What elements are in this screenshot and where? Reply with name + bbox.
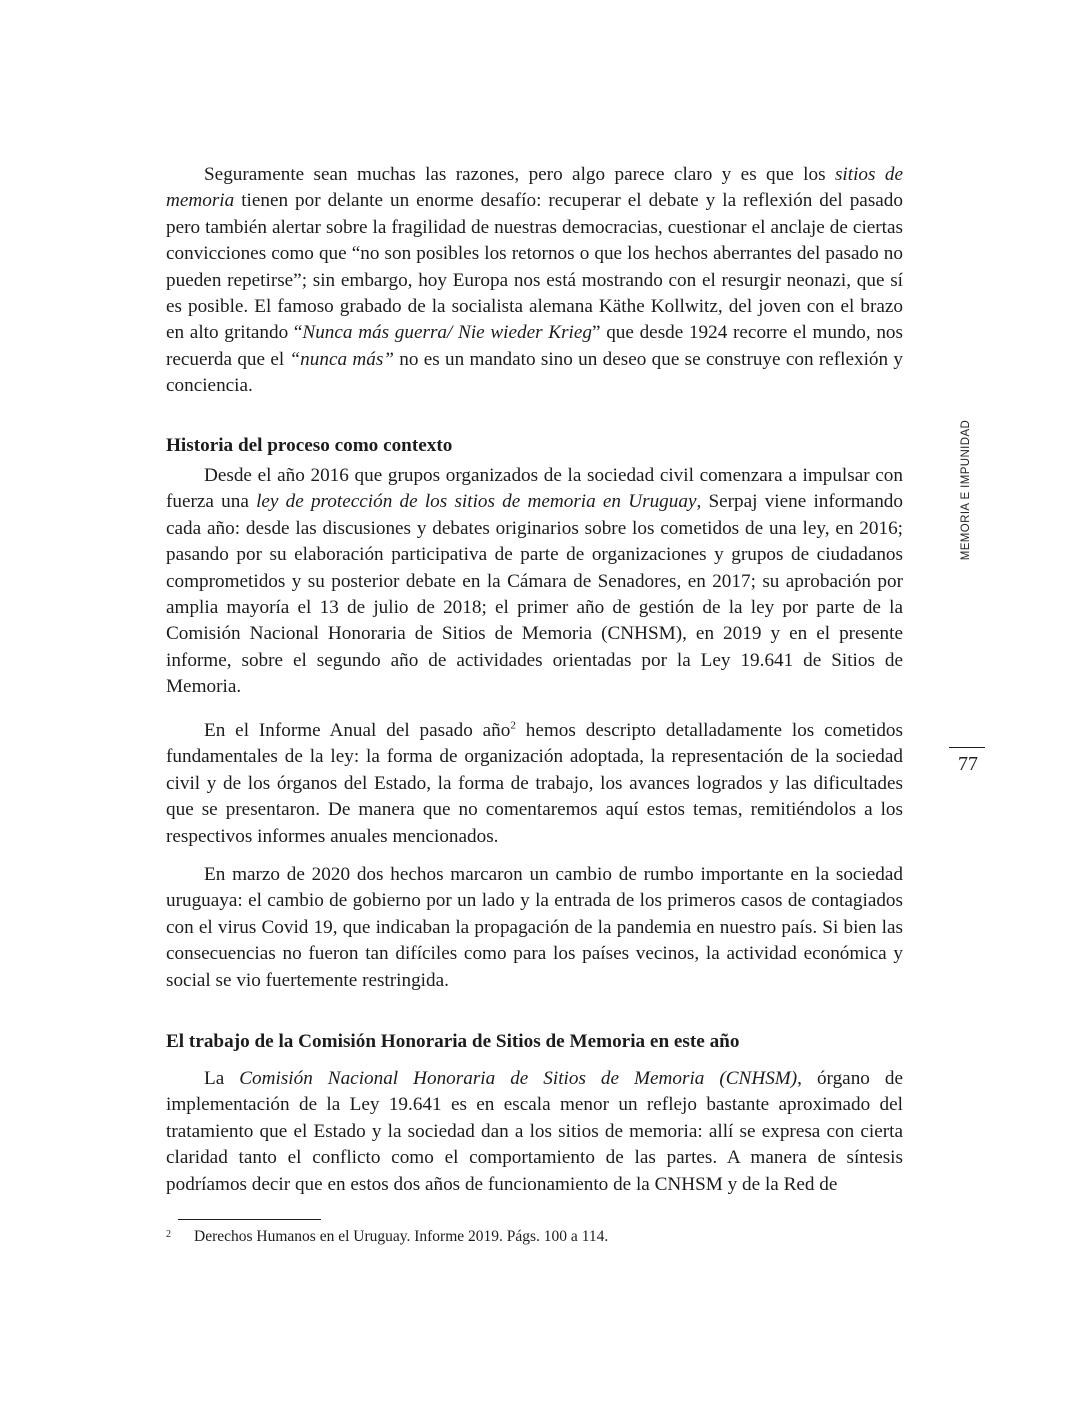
running-head-text: MEMORIA E IMPUNIDAD bbox=[960, 419, 972, 561]
paragraph bbox=[166, 1066, 903, 1198]
section-heading: Historia del proceso como contexto bbox=[166, 435, 453, 456]
text-run: Seguramente sean muchas las razones, pero algo parece claro y es que los bbox=[204, 164, 835, 185]
text-run: no es un mandato sino un deseo que se construye con reflexión y conciencia. bbox=[166, 348, 903, 397]
paragraph bbox=[166, 862, 903, 994]
body-text-block bbox=[166, 1066, 903, 1198]
italic-text: Comisión Nacional Honoraria de Sitios de Memoria (CNHSM) bbox=[239, 1068, 798, 1089]
text-run: En marzo de 2020 dos hechos marcaron un cambio de rumbo importante en la sociedad uruguaya: el cambio de gobierno por un lado y la entrada de los primeros casos de contagiados con el virus Covid 19, que indicaban la propagación de la pandemia en nuestro país. Si bien las consecuencias no fueron tan difíciles como para los países vecinos, la actividad económica y social se vio fuertemente restringida. bbox=[166, 864, 903, 991]
footnote-text: Derechos Humanos en el Uruguay. Informe 2019. Págs. 100 a 114. bbox=[194, 1228, 609, 1245]
paragraph bbox=[166, 162, 903, 400]
italic-text: “nunca más” bbox=[289, 348, 394, 370]
text-run: , Serpaj viene informando cada año: desde las discusiones y debates originarios sobre los cometidos de una ley, en 2016; pasando por su elaboración participativa de parte de organizaciones y grupos de ciudadanos comprometidos y su posterior debate en la Cámara de Senadores, en 2017; su aprobación por amplia mayoría el 13 de julio de 2018; el primer año de gestión de la ley por parte de la Comisión Nacional Honoraria de Sitios de Memoria (CNHSM), en 2019 y en el presente informe, sobre el segundo año de actividades orientadas por la Ley 19.641 de Sitios de Memoria. bbox=[166, 491, 903, 698]
paragraph bbox=[166, 463, 903, 701]
footnote-divider bbox=[178, 1219, 321, 1220]
italic-text: Nunca más guerra/ Nie wieder Krieg bbox=[302, 322, 592, 344]
italic-text: sitios de memoria bbox=[166, 164, 903, 212]
text-run: La bbox=[204, 1068, 240, 1089]
text-run: Desde el año 2016 que grupos organizados de la sociedad civil comenzara a impulsar con fuerza una bbox=[166, 465, 903, 513]
text-run: tienen por delante un enorme desafío: recuperar el debate y la reflexión del pasado pero también alertar sobre la fragilidad de nuestras democracias, cuestionar el anclaje de ciertas convicciones como que “no son posibles los retornos o que los hechos aberrantes del pasado no pueden repetirse”; sin embargo, hoy Europa nos está mostrando con el resurgir neonazi, que sí es posible. El famoso grabado de la socialista alemana Käthe Kollwitz, del joven con el brazo en alto gritando “ bbox=[166, 190, 903, 344]
page-number-rule bbox=[949, 747, 985, 748]
text-run: ” que desde 1924 recorre el mundo, nos recuerda que el bbox=[166, 322, 903, 370]
section-heading: El trabajo de la Comisión Honoraria de Sitios de Memoria en este año bbox=[166, 1031, 740, 1052]
paragraph bbox=[166, 718, 903, 850]
body-text-block bbox=[166, 718, 903, 850]
italic-text: ley de protección de los sitios de memoria en Uruguay bbox=[256, 491, 697, 513]
body-text-block bbox=[166, 862, 903, 994]
text-run: En el Informe Anual del pasado año bbox=[204, 720, 511, 741]
page-number: 77 bbox=[958, 753, 978, 775]
body-text-block bbox=[166, 463, 903, 701]
text-run: hemos descripto detalladamente los cometidos fundamentales de la ley: la forma de organización adoptada, la representación de la sociedad civil y de los órganos del Estado, la forma de trabajo, los avances logrados y las dificultades que se presentaron. De manera que no comentaremos aquí estos temas, remitiéndolos a los respectivos informes anuales mencionados. bbox=[166, 720, 903, 847]
footnote-number: 2 bbox=[166, 1229, 171, 1240]
text-run: , órgano de implementación de la Ley 19.641 es en escala menor un reflejo bastante aproximado del tratamiento que el Estado y la sociedad dan a los sitios de memoria: allí se expresa con cierta claridad tanto el conflicto como el comportamiento de las partes. A manera de síntesis podríamos decir que en estos dos años de funcionamiento de la CNHSM y de la Red de bbox=[166, 1068, 903, 1195]
footnote-reference[interactable]: 2 bbox=[510, 719, 516, 732]
body-text-block bbox=[166, 162, 903, 400]
